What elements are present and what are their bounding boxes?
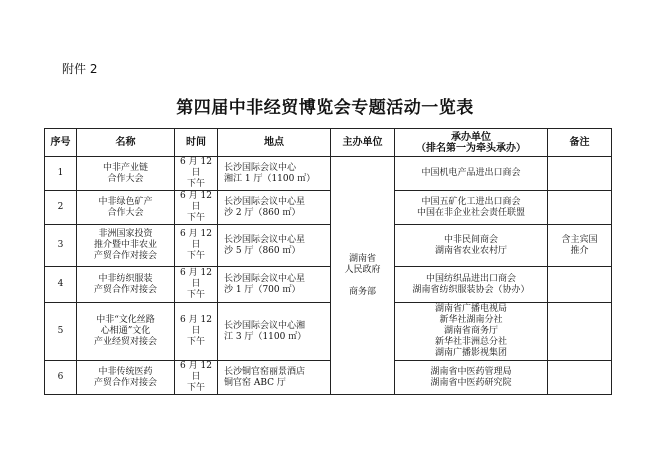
cell-time: 6 月 12 日 下午 [175, 157, 218, 191]
cell-name: 中非传统医药 产贸合作对接会 [77, 361, 175, 395]
cell-no: 4 [45, 267, 77, 303]
cell-location: 长沙铜官窑丽景酒店 铜官窑 ABC 厅 [218, 361, 331, 395]
cell-location: 长沙国际会议中心星 沙 1 厅（700 ㎡） [218, 267, 331, 303]
cell-remarks [548, 267, 612, 303]
cell-name: 中非“文化丝路 心相通”文化 产业经贸对接会 [77, 303, 175, 361]
attachment-label: 附件 2 [62, 62, 98, 76]
cell-location: 长沙国际会议中心 湘江 1 厅（1100 ㎡） [218, 157, 331, 191]
cell-host-merged: 湖南省 人民政府 商务部 [331, 157, 395, 395]
table-row [45, 225, 612, 267]
cell-organizer: 湖南省广播电视局 新华社湖南分社 湖南省商务厅 新华社非洲总分社 湖南广播影视集团 [395, 303, 548, 361]
cell-no: 6 [45, 361, 77, 395]
cell-remarks [548, 157, 612, 191]
cell-time: 6 月 12 日 下午 [175, 191, 218, 225]
cell-organizer: 湖南省中医药管理局 湖南省中医药研究院 [395, 361, 548, 395]
cell-organizer: 中国机电产品进出口商会 [395, 157, 548, 191]
cell-name: 中非产业链 合作大会 [77, 157, 175, 191]
header-remarks: 备注 [548, 129, 612, 157]
cell-location: 长沙国际会议中心星 沙 5 厅（860 ㎡） [218, 225, 331, 267]
cell-location: 长沙国际会议中心湘 江 3 厅（1100 ㎡） [218, 303, 331, 361]
cell-time: 6 月 12 日 下午 [175, 361, 218, 395]
table-header-row [45, 129, 612, 157]
cell-remarks [548, 361, 612, 395]
cell-remarks [548, 303, 612, 361]
header-time: 时间 [175, 129, 218, 157]
cell-time: 6 月 12 日 下午 [175, 267, 218, 303]
table-row [45, 191, 612, 225]
cell-no: 5 [45, 303, 77, 361]
cell-no: 1 [45, 157, 77, 191]
table-row [45, 303, 612, 361]
table-row [45, 267, 612, 303]
header-no: 序号 [45, 129, 77, 157]
table-row [45, 361, 612, 395]
cell-location: 长沙国际会议中心星 沙 2 厅（860 ㎡） [218, 191, 331, 225]
table-row [45, 157, 612, 191]
cell-no: 2 [45, 191, 77, 225]
header-host: 主办单位 [331, 129, 395, 157]
cell-name: 中非绿色矿产 合作大会 [77, 191, 175, 225]
header-location: 地点 [218, 129, 331, 157]
cell-organizer: 中非民间商会 湖南省农业农村厅 [395, 225, 548, 267]
cell-remarks: 含主宾国 推介 [548, 225, 612, 267]
cell-time: 6 月 12 日 下午 [175, 303, 218, 361]
activity-table [44, 128, 612, 395]
cell-organizer: 中国纺织品进出口商会 湖南省纺织服装协会（协办） [395, 267, 548, 303]
cell-no: 3 [45, 225, 77, 267]
header-organizer: 承办单位 （排名第一为牵头承办） [395, 129, 548, 157]
cell-time: 6 月 12 日 下午 [175, 225, 218, 267]
cell-organizer: 中国五矿化工进出口商会 中国在非企业社会责任联盟 [395, 191, 548, 225]
cell-remarks [548, 191, 612, 225]
cell-name: 中非纺织服装 产贸合作对接会 [77, 267, 175, 303]
page-title: 第四届中非经贸博览会专题活动一览表 [176, 98, 474, 118]
header-name: 名称 [77, 129, 175, 157]
cell-name: 非洲国家投资 推介暨中非农业 产贸合作对接会 [77, 225, 175, 267]
